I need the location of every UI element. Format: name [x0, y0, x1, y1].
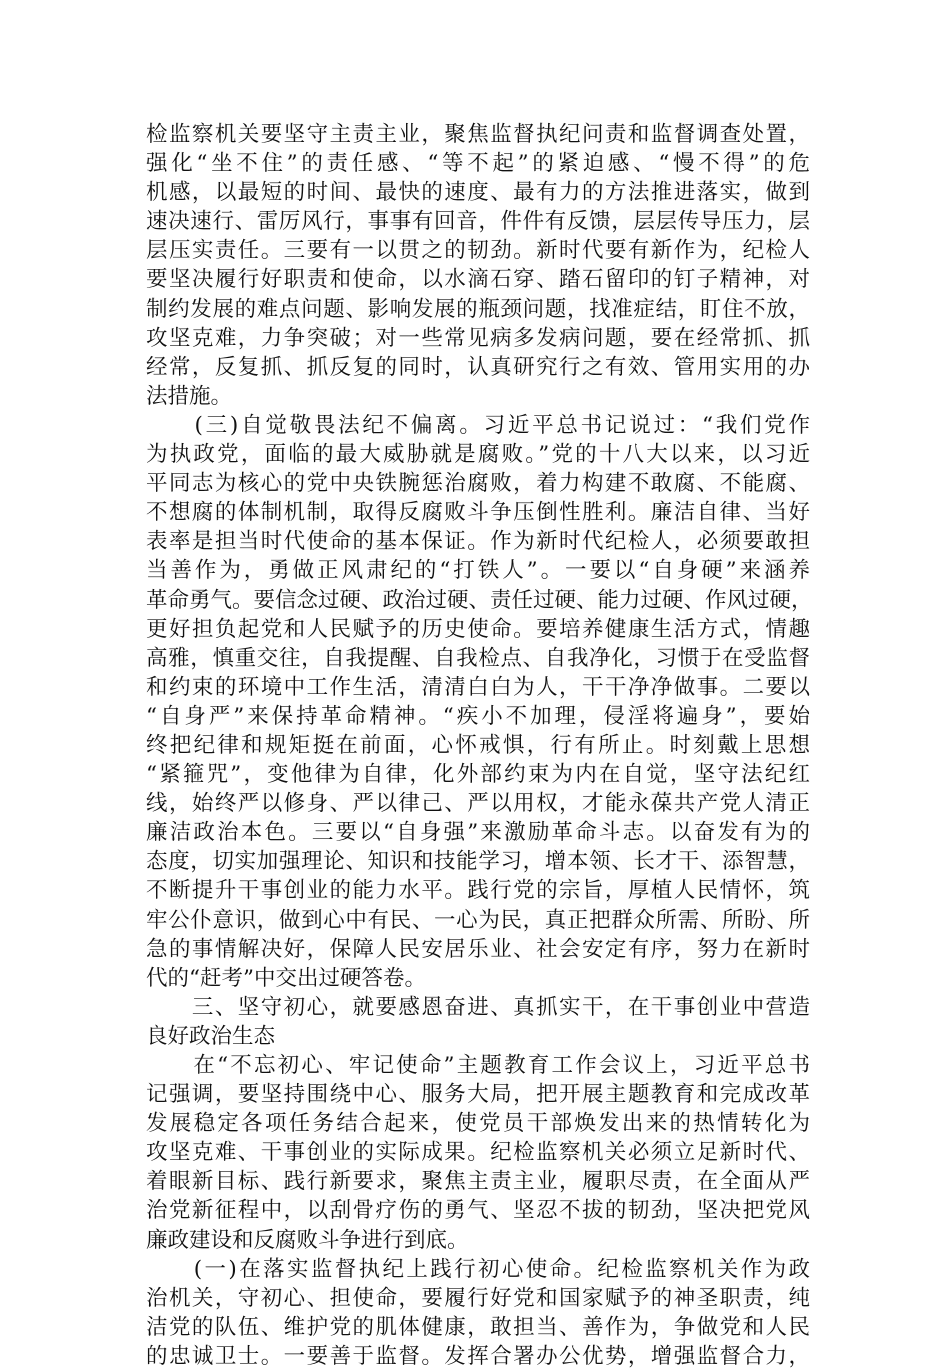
text-line: “自身严”来保持革命精神。“疾小不加理，侵淫将遍身”，要始	[146, 703, 810, 729]
text-line: 不想腐的体制机制，取得反腐败斗争压倒性胜利。廉洁自律、当好	[146, 500, 810, 526]
text-line: 为执政党，面临的最大威胁就是腐败。”党的十八大以来，以习近	[146, 442, 810, 468]
text-line: “紧箍咒”，变他律为自律，化外部约束为内在自觉，坚守法纪红	[146, 762, 810, 788]
text-line: 和约束的环境中工作生活，清清白白为人，干干净净做事。二要以	[146, 674, 810, 700]
text-line: 表率是担当时代使命的基本保证。作为新时代纪检人，必须要敢担	[146, 529, 810, 555]
text-line: 治党新征程中，以刮骨疗伤的勇气、坚忍不拔的韧劲，坚决把党风	[146, 1198, 810, 1224]
text-line: 经常，反复抓、抓反复的同时，认真研究行之有效、管用实用的办	[146, 354, 810, 380]
section-heading-line: 良好政治生态	[146, 1023, 276, 1049]
text-line: 不断提升干事创业的能力水平。践行党的宗旨，厚植人民情怀，筑	[146, 878, 810, 904]
section-heading-line: 三、坚守初心，就要感恩奋进、真抓实干，在干事创业中营造	[146, 994, 810, 1020]
text-line: 层压实责任。三要有一以贯之的韧劲。新时代要有新作为，纪检人	[146, 238, 810, 264]
text-line: 机感，以最短的时间、最快的速度、最有力的方法推进落实，做到	[146, 180, 810, 206]
text-line: 攻坚克难，力争突破；对一些常见病多发病问题，要在经常抓、抓	[146, 325, 810, 351]
text-line: 记强调，要坚持围绕中心、服务大局，把开展主题教育和完成改革	[146, 1082, 810, 1108]
text-line: 革命勇气。要信念过硬、政治过硬、责任过硬、能力过硬、作风过硬，	[146, 587, 813, 613]
text-line: 洁党的队伍、维护党的肌体健康，敢担当、善作为，争做党和人民	[146, 1314, 810, 1340]
text-line: 强化“坐不住”的责任感、“等不起”的紧迫感、“慢不得”的危	[146, 151, 810, 177]
text-line: 治机关，守初心、担使命，要履行好党和国家赋予的神圣职责，纯	[146, 1285, 810, 1311]
text-line: 在“不忘初心、牢记使命”主题教育工作会议上，习近平总书	[146, 1053, 810, 1078]
text-line: 代的“赶考”中交出过硬答卷。	[146, 965, 426, 991]
text-line: 廉政建设和反腐败斗争进行到底。	[146, 1227, 469, 1253]
text-line: 攻坚克难、干事创业的实际成果。纪检监察机关必须立足新时代、	[146, 1140, 810, 1166]
text-line: 检监察机关要坚守主责主业，聚焦监督执纪问责和监督调查处置，	[146, 122, 810, 147]
text-line: 要坚决履行好职责和使命，以水滴石穿、踏石留印的钉子精神，对	[146, 267, 810, 293]
text-line: 更好担负起党和人民赋予的历史使命。要培养健康生活方式，情趣	[146, 616, 810, 642]
text-line: 制约发展的难点问题、影响发展的瓶颈问题，找准症结，盯住不放，	[146, 296, 810, 322]
text-line: 急的事情解决好，保障人民安居乐业、社会安定有序，努力在新时	[146, 936, 810, 962]
text-line: 发展稳定各项任务结合起来，使党员干部焕发出来的热情转化为	[146, 1111, 810, 1137]
text-line: 平同志为核心的党中央铁腕惩治腐败，着力构建不敢腐、不能腐、	[146, 471, 810, 497]
text-line: 牢公仆意识，做到心中有民、一心为民，真正把群众所需、所盼、所	[146, 907, 810, 933]
text-line: 态度，切实加强理论、知识和技能学习，增本领、长才干、添智慧，	[146, 849, 810, 875]
text-line: 当善作为，勇做正风肃纪的“打铁人”。一要以“自身硬”来涵养	[146, 558, 810, 584]
text-line: 的忠诚卫士。一要善于监督。发挥合署办公优势，增强监督合力，	[146, 1343, 810, 1369]
text-line: 廉洁政治本色。三要以“自身强”来激励革命斗志。以奋发有为的	[146, 820, 810, 846]
text-line: 线，始终严以修身、严以律己、严以用权，才能永葆共产党人清正	[146, 791, 810, 817]
text-line: 高雅，慎重交往，自我提醒、自我检点、自我净化，习惯于在受监督	[146, 645, 810, 671]
text-line: 速决速行、雷厉风行，事事有回音，件件有反馈，层层传导压力，层	[146, 209, 810, 235]
text-line: 终把纪律和规矩挺在前面，心怀戒惧，行有所止。时刻戴上思想	[146, 732, 810, 758]
paragraph-heading-line: (一)在落实监督执纪上践行初心使命。纪检监察机关作为政	[146, 1256, 810, 1282]
paragraph-heading-line: (三)自觉敬畏法纪不偏离。习近平总书记说过：“我们党作	[146, 412, 810, 438]
text-line: 法措施。	[146, 383, 233, 409]
document-body	[146, 120, 813, 1371]
text-line: 着眼新目标、践行新要求，聚焦主责主业，履职尽责，在全面从严	[146, 1169, 810, 1195]
